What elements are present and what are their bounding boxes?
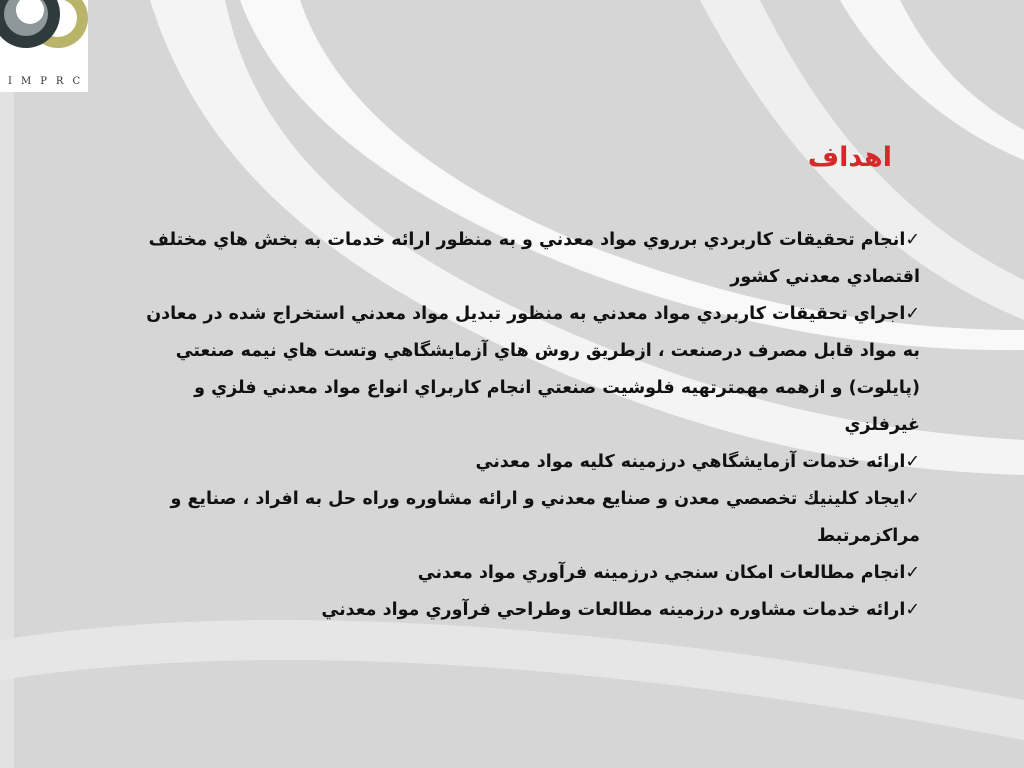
checkmark-icon: ✓ [905, 230, 920, 250]
checkmark-icon: ✓ [905, 452, 920, 472]
list-item [140, 481, 920, 555]
list-item-text: انجام مطالعات امكان سنجي درزمينه فرآوري مواد معدني [417, 563, 906, 583]
list-item [140, 444, 920, 481]
imprc-logo [0, 0, 88, 92]
list-item [140, 222, 920, 296]
slide-title: اهداف [807, 142, 892, 173]
checkmark-icon: ✓ [905, 489, 920, 509]
list-item-text: ارائه خدمات مشاوره درزمينه مطالعات وطراحي فرآوري مواد معدني [321, 600, 906, 620]
list-item [140, 555, 920, 592]
list-item [140, 296, 920, 444]
logo-text: IMPRC [8, 76, 90, 87]
list-item-text: انجام تحقيقات كاربردي برروي مواد معدني و به منظور ارائه خدمات به بخش هاي مختلف اقتصادي معدني كشور [148, 230, 920, 287]
list-item [140, 592, 920, 629]
list-item-text: اجراي تحقيقات كاربردي مواد معدني به منظور تبديل مواد معدني استخراج شده در معادن به مواد قابل مصرف درصنعت ، ازطريق روش هاي آزمايشگاهي وتست هاي نيمه صنعتي (پايلوت) و ازهمه مهمترتهيه فلوشيت صنعتي انجام كاربراي انواع مواد معدني فلزي و غيرفلزي [146, 304, 920, 435]
checkmark-icon: ✓ [905, 600, 920, 620]
logo-emblem-icon [0, 0, 88, 76]
checkmark-icon: ✓ [905, 563, 920, 583]
list-item-text: ايجاد كلينيك تخصصي معدن و صنايع معدني و ارائه مشاوره وراه حل به افراد ، صنايع و مراكزمرتبط [170, 489, 920, 546]
checkmark-icon: ✓ [905, 304, 920, 324]
goals-list [140, 222, 920, 629]
list-item-text: ارائه خدمات آزمايشگاهي درزمينه كليه مواد معدني [475, 452, 906, 472]
